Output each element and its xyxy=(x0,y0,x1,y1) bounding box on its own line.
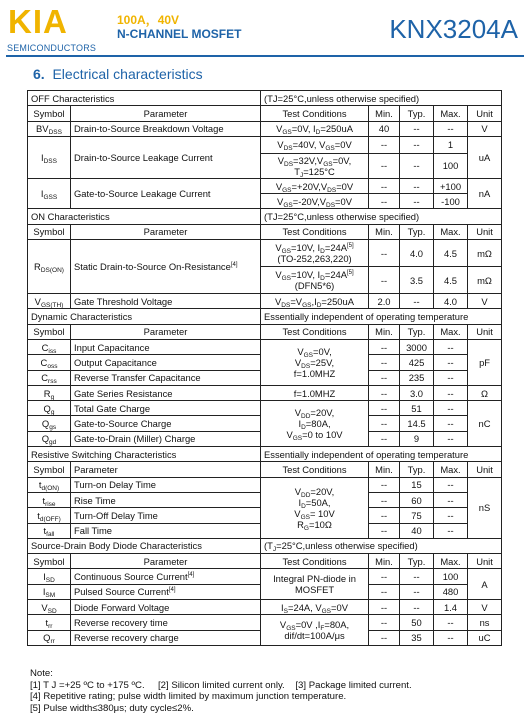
min: -- xyxy=(369,194,400,209)
unit: mΩ xyxy=(468,240,502,267)
table-header-row xyxy=(28,462,502,477)
min: -- xyxy=(369,630,400,645)
typ: 9 xyxy=(400,431,434,446)
typ: -- xyxy=(400,569,434,584)
typ: -- xyxy=(400,584,434,599)
test-cond: $V_{GS}=10V$, $I_D=24A[5]$ (TO-252,263,220) xyxy=(261,240,369,267)
table-row xyxy=(28,385,502,400)
off-condition: (TJ=25°C,unless otherwise specified) xyxy=(261,91,502,106)
symbol-vsd: $V_{SD}$ xyxy=(28,600,71,615)
min: -- xyxy=(369,267,400,294)
max: -- xyxy=(434,477,468,492)
symbol-bvdss: $BV_{DSS}$ xyxy=(28,121,71,136)
min: -- xyxy=(369,600,400,615)
test-cond: $V_{GS}=+20V,V_{DS}=0V$ xyxy=(261,178,369,193)
unit: nA xyxy=(468,178,502,209)
min: -- xyxy=(369,416,400,431)
max: -- xyxy=(434,121,468,136)
symbol-qgd: $Q_{gd}$ xyxy=(28,431,71,446)
unit: nS xyxy=(468,477,502,538)
table-row xyxy=(28,121,502,136)
param: Turn-Off Delay Time xyxy=(71,508,261,523)
table-row xyxy=(28,401,502,416)
col-symbol: Symbol xyxy=(28,106,71,121)
on-condition: (TJ=25°C,unless otherwise specified) xyxy=(261,209,502,224)
diode-condition: ($T_J=25^\circ C,unless$ otherwise specified) xyxy=(261,538,502,553)
col-test: Test Conditions xyxy=(261,554,369,569)
col-symbol: Symbol xyxy=(28,462,71,477)
section-row-off xyxy=(28,91,502,106)
table-row xyxy=(28,240,502,267)
typ: 3.0 xyxy=(400,385,434,400)
unit: Ω xyxy=(468,385,502,400)
min: -- xyxy=(369,355,400,370)
table-row xyxy=(28,615,502,630)
test-cond: $V_{DD}=20V$, $I_D=80A$, $V_{GS}=0$ to 10V xyxy=(261,401,369,447)
col-max: Max. xyxy=(434,224,468,239)
test-cond: $V_{GS}=-20V,V_{DS}=0V$ xyxy=(261,194,369,209)
test-cond: $V_{GS}=0V$, $I_D=250uA$ xyxy=(261,121,369,136)
table-row xyxy=(28,339,502,354)
max: -- xyxy=(434,431,468,446)
col-test: Test Conditions xyxy=(261,462,369,477)
test-cond: $I_S=24A$, $V_{GS}=0V$ xyxy=(261,600,369,615)
max: -- xyxy=(434,492,468,507)
unit: ns xyxy=(468,615,502,630)
param: Static Drain-to-Source On-Resistance[4] xyxy=(71,240,261,294)
symbol-trise: $t_{rise}$ xyxy=(28,492,71,507)
section-row-dynamic xyxy=(28,309,502,324)
typ: 75 xyxy=(400,508,434,523)
max: 100 xyxy=(434,153,468,178)
notes xyxy=(30,668,412,714)
unit: pF xyxy=(468,339,502,385)
typ: 35 xyxy=(400,630,434,645)
off-title: OFF Characteristics xyxy=(28,91,261,106)
param: Reverse recovery time xyxy=(71,615,261,630)
logo-subtitle: SEMICONDUCTORS xyxy=(7,43,97,53)
symbol-qg: $Q_g$ xyxy=(28,401,71,416)
param: Total Gate Charge xyxy=(71,401,261,416)
col-unit: Unit xyxy=(468,106,502,121)
datasheet-header xyxy=(0,0,530,62)
param: Reverse Transfer Capacitance xyxy=(71,370,261,385)
col-unit: Unit xyxy=(468,462,502,477)
max: -- xyxy=(434,416,468,431)
max: -- xyxy=(434,615,468,630)
note-line-1: [1] T J =+25 ºC to +175 ºC. [2] Silicon limited current only. [3] Package limited current. xyxy=(30,679,412,691)
col-unit: Unit xyxy=(468,554,502,569)
min: -- xyxy=(369,523,400,538)
typ: -- xyxy=(400,600,434,615)
max: 100 xyxy=(434,569,468,584)
test-cond: $V_{DD}=20V$, $I_D=50A$, $V_{GS}= 10V$ $R_G=10\Omega$ xyxy=(261,477,369,538)
col-max: Max. xyxy=(434,462,468,477)
min: -- xyxy=(369,401,400,416)
symbol-crss: $C_{rss}$ xyxy=(28,370,71,385)
unit: uA xyxy=(468,136,502,178)
test-cond: $V_{GS}=10V$, $I_D=24A[5]$ (DFN5*6) xyxy=(261,267,369,294)
unit: V xyxy=(468,294,502,309)
col-max: Max. xyxy=(434,554,468,569)
col-min: Min. xyxy=(369,554,400,569)
min: -- xyxy=(369,615,400,630)
table-header-row xyxy=(28,554,502,569)
typ: 4.0 xyxy=(400,240,434,267)
on-title: ON Characteristics xyxy=(28,209,261,224)
col-parameter: Parameter xyxy=(71,554,261,569)
max: +100 xyxy=(434,178,468,193)
col-symbol: Symbol xyxy=(28,554,71,569)
unit: mΩ xyxy=(468,267,502,294)
param: Gate-to-Source Charge xyxy=(71,416,261,431)
symbol-qgs: $Q_{gs}$ xyxy=(28,416,71,431)
typ: 40 xyxy=(400,523,434,538)
min: -- xyxy=(369,569,400,584)
typ: -- xyxy=(400,121,434,136)
product-type: N-CHANNEL MOSFET xyxy=(117,27,242,41)
col-typ: Typ. xyxy=(400,106,434,121)
max: 1 xyxy=(434,136,468,153)
col-symbol: Symbol xyxy=(28,224,71,239)
col-min: Min. xyxy=(369,106,400,121)
col-parameter: Parameter xyxy=(71,324,261,339)
typ: -- xyxy=(400,294,434,309)
typ: 50 xyxy=(400,615,434,630)
min: 2.0 xyxy=(369,294,400,309)
test-cond: $V_{DS}=40V$, $V_{GS}=0V$ xyxy=(261,136,369,153)
typ: 235 xyxy=(400,370,434,385)
switching-condition: Essentially independent of operating temperature xyxy=(261,447,502,462)
symbol-qrr: $Q_{rr}$ xyxy=(28,630,71,645)
part-number: KNX3204A xyxy=(389,14,518,44)
typ: -- xyxy=(400,153,434,178)
col-typ: Typ. xyxy=(400,224,434,239)
min: -- xyxy=(369,240,400,267)
min: -- xyxy=(369,477,400,492)
max: 1.4 xyxy=(434,600,468,615)
param: Reverse recovery charge xyxy=(71,630,261,645)
electrical-characteristics-table xyxy=(27,90,502,646)
param: Gate-to-Drain (Miller) Charge xyxy=(71,431,261,446)
product-rating: 100A，40V xyxy=(117,13,180,27)
max: -- xyxy=(434,355,468,370)
unit: nC xyxy=(468,401,502,447)
max: -- xyxy=(434,339,468,354)
symbol-igss: $I_{GSS}$ xyxy=(28,178,71,209)
symbol-rg: $R_g$ xyxy=(28,385,71,400)
typ: -- xyxy=(400,136,434,153)
typ: 425 xyxy=(400,355,434,370)
test-cond: f=1.0MHZ xyxy=(261,385,369,400)
typ: -- xyxy=(400,178,434,193)
col-symbol: Symbol xyxy=(28,324,71,339)
max: 4.5 xyxy=(434,240,468,267)
section-row-diode xyxy=(28,538,502,553)
typ: 14.5 xyxy=(400,416,434,431)
max: -100 xyxy=(434,194,468,209)
section-row-on xyxy=(28,209,502,224)
symbol-tfall: $t_{fall}$ xyxy=(28,523,71,538)
symbol-idss: $I_{DSS}$ xyxy=(28,136,71,178)
col-unit: Unit xyxy=(468,224,502,239)
col-parameter: Parameter xyxy=(71,106,261,121)
col-typ: Typ. xyxy=(400,462,434,477)
param: Input Capacitance xyxy=(71,339,261,354)
table-header-row xyxy=(28,324,502,339)
min: -- xyxy=(369,178,400,193)
col-test: Test Conditions xyxy=(261,106,369,121)
max: -- xyxy=(434,523,468,538)
param: Continuous Source Current[4] xyxy=(71,569,261,584)
table-header-row xyxy=(28,106,502,121)
col-typ: Typ. xyxy=(400,324,434,339)
typ: 51 xyxy=(400,401,434,416)
dynamic-title: Dynamic Characteristics xyxy=(28,309,261,324)
symbol-trr: $t_{rr}$ xyxy=(28,615,71,630)
notes-title: Note: xyxy=(30,668,53,679)
switching-title: Resistive Switching Characteristics xyxy=(28,447,261,462)
col-min: Min. xyxy=(369,324,400,339)
max: -- xyxy=(434,385,468,400)
section-title xyxy=(33,66,203,82)
param: Drain-to-Source Breakdown Voltage xyxy=(71,121,261,136)
test-cond: $V_{DS}=32V,V_{GS}=0V$, $T_J=125^\circ C$ xyxy=(261,153,369,178)
col-min: Min. xyxy=(369,462,400,477)
min: -- xyxy=(369,136,400,153)
table-header-row xyxy=(28,224,502,239)
diode-title: Source-Drain Body Diode Characteristics xyxy=(28,538,261,553)
section-number: 6. xyxy=(33,66,45,82)
col-test: Test Conditions xyxy=(261,224,369,239)
symbol-ism: $I_{SM}$ xyxy=(28,584,71,599)
param: Pulsed Source Current[4] xyxy=(71,584,261,599)
min: -- xyxy=(369,385,400,400)
symbol-isd: $I_{SD}$ xyxy=(28,569,71,584)
table-row xyxy=(28,294,502,309)
param: Gate Series Resistance xyxy=(71,385,261,400)
test-cond: Integral PN-diode in MOSFET xyxy=(261,569,369,600)
col-parameter: Parameter xyxy=(71,462,261,477)
typ: 15 xyxy=(400,477,434,492)
max: -- xyxy=(434,370,468,385)
col-max: Max. xyxy=(434,324,468,339)
param: Drain-to-Source Leakage Current xyxy=(71,136,261,178)
unit: A xyxy=(468,569,502,600)
note-line-4: [4] Repetitive rating; pulse width limited by maximum junction temperature. xyxy=(30,691,347,703)
max: 4.0 xyxy=(434,294,468,309)
table-row xyxy=(28,178,502,193)
min: 40 xyxy=(369,121,400,136)
unit: V xyxy=(468,600,502,615)
note-line-5: [5] Pulse width≤380μs; duty cycle≤2%. xyxy=(30,702,194,714)
min: -- xyxy=(369,153,400,178)
param: Turn-on Delay Time xyxy=(71,477,261,492)
typ: 60 xyxy=(400,492,434,507)
min: -- xyxy=(369,339,400,354)
col-max: Max. xyxy=(434,106,468,121)
min: -- xyxy=(369,431,400,446)
typ: -- xyxy=(400,194,434,209)
symbol-tdoff: $t_{d(OFF)}$ xyxy=(28,508,71,523)
min: -- xyxy=(369,370,400,385)
max: 480 xyxy=(434,584,468,599)
max: -- xyxy=(434,630,468,645)
test-cond: $V_{GS}=0V$, $V_{DS}=25V$, f=1.0MHZ xyxy=(261,339,369,385)
min: -- xyxy=(369,492,400,507)
test-cond: $V_{DS}=V_{GS},I_D=250uA$ xyxy=(261,294,369,309)
section-text: Electrical characteristics xyxy=(52,66,203,82)
col-test: Test Conditions xyxy=(261,324,369,339)
symbol-rdson: $R_{DS(ON)}$ xyxy=(28,240,71,294)
table-row xyxy=(28,477,502,492)
symbol-vgsth: $V_{GS(TH)}$ xyxy=(28,294,71,309)
header-divider xyxy=(6,55,524,57)
min: -- xyxy=(369,508,400,523)
param: Diode Forward Voltage xyxy=(71,600,261,615)
param: Gate-to-Source Leakage Current xyxy=(71,178,261,209)
param: Output Capacitance xyxy=(71,355,261,370)
col-min: Min. xyxy=(369,224,400,239)
dynamic-condition: Essentially independent of operating temperature xyxy=(261,309,502,324)
symbol-ciss: $C_{iss}$ xyxy=(28,339,71,354)
kia-logo: KIA xyxy=(8,3,68,40)
section-row-switching xyxy=(28,447,502,462)
param: Rise Time xyxy=(71,492,261,507)
col-unit: Unit xyxy=(468,324,502,339)
table-row xyxy=(28,569,502,584)
symbol-coss: $C_{oss}$ xyxy=(28,355,71,370)
typ: 3000 xyxy=(400,339,434,354)
param: Fall Time xyxy=(71,523,261,538)
max: -- xyxy=(434,401,468,416)
max: 4.5 xyxy=(434,267,468,294)
unit: uC xyxy=(468,630,502,645)
min: -- xyxy=(369,584,400,599)
test-cond: $V_{GS}=0V$ $,I_F=80A$, dif/dt=100A/μs xyxy=(261,615,369,646)
symbol-tdon: $t_{d(ON)}$ xyxy=(28,477,71,492)
col-typ: Typ. xyxy=(400,554,434,569)
col-parameter: Parameter xyxy=(71,224,261,239)
table-row xyxy=(28,136,502,153)
typ: 3.5 xyxy=(400,267,434,294)
table-row xyxy=(28,600,502,615)
unit: V xyxy=(468,121,502,136)
param: Gate Threshold Voltage xyxy=(71,294,261,309)
max: -- xyxy=(434,508,468,523)
